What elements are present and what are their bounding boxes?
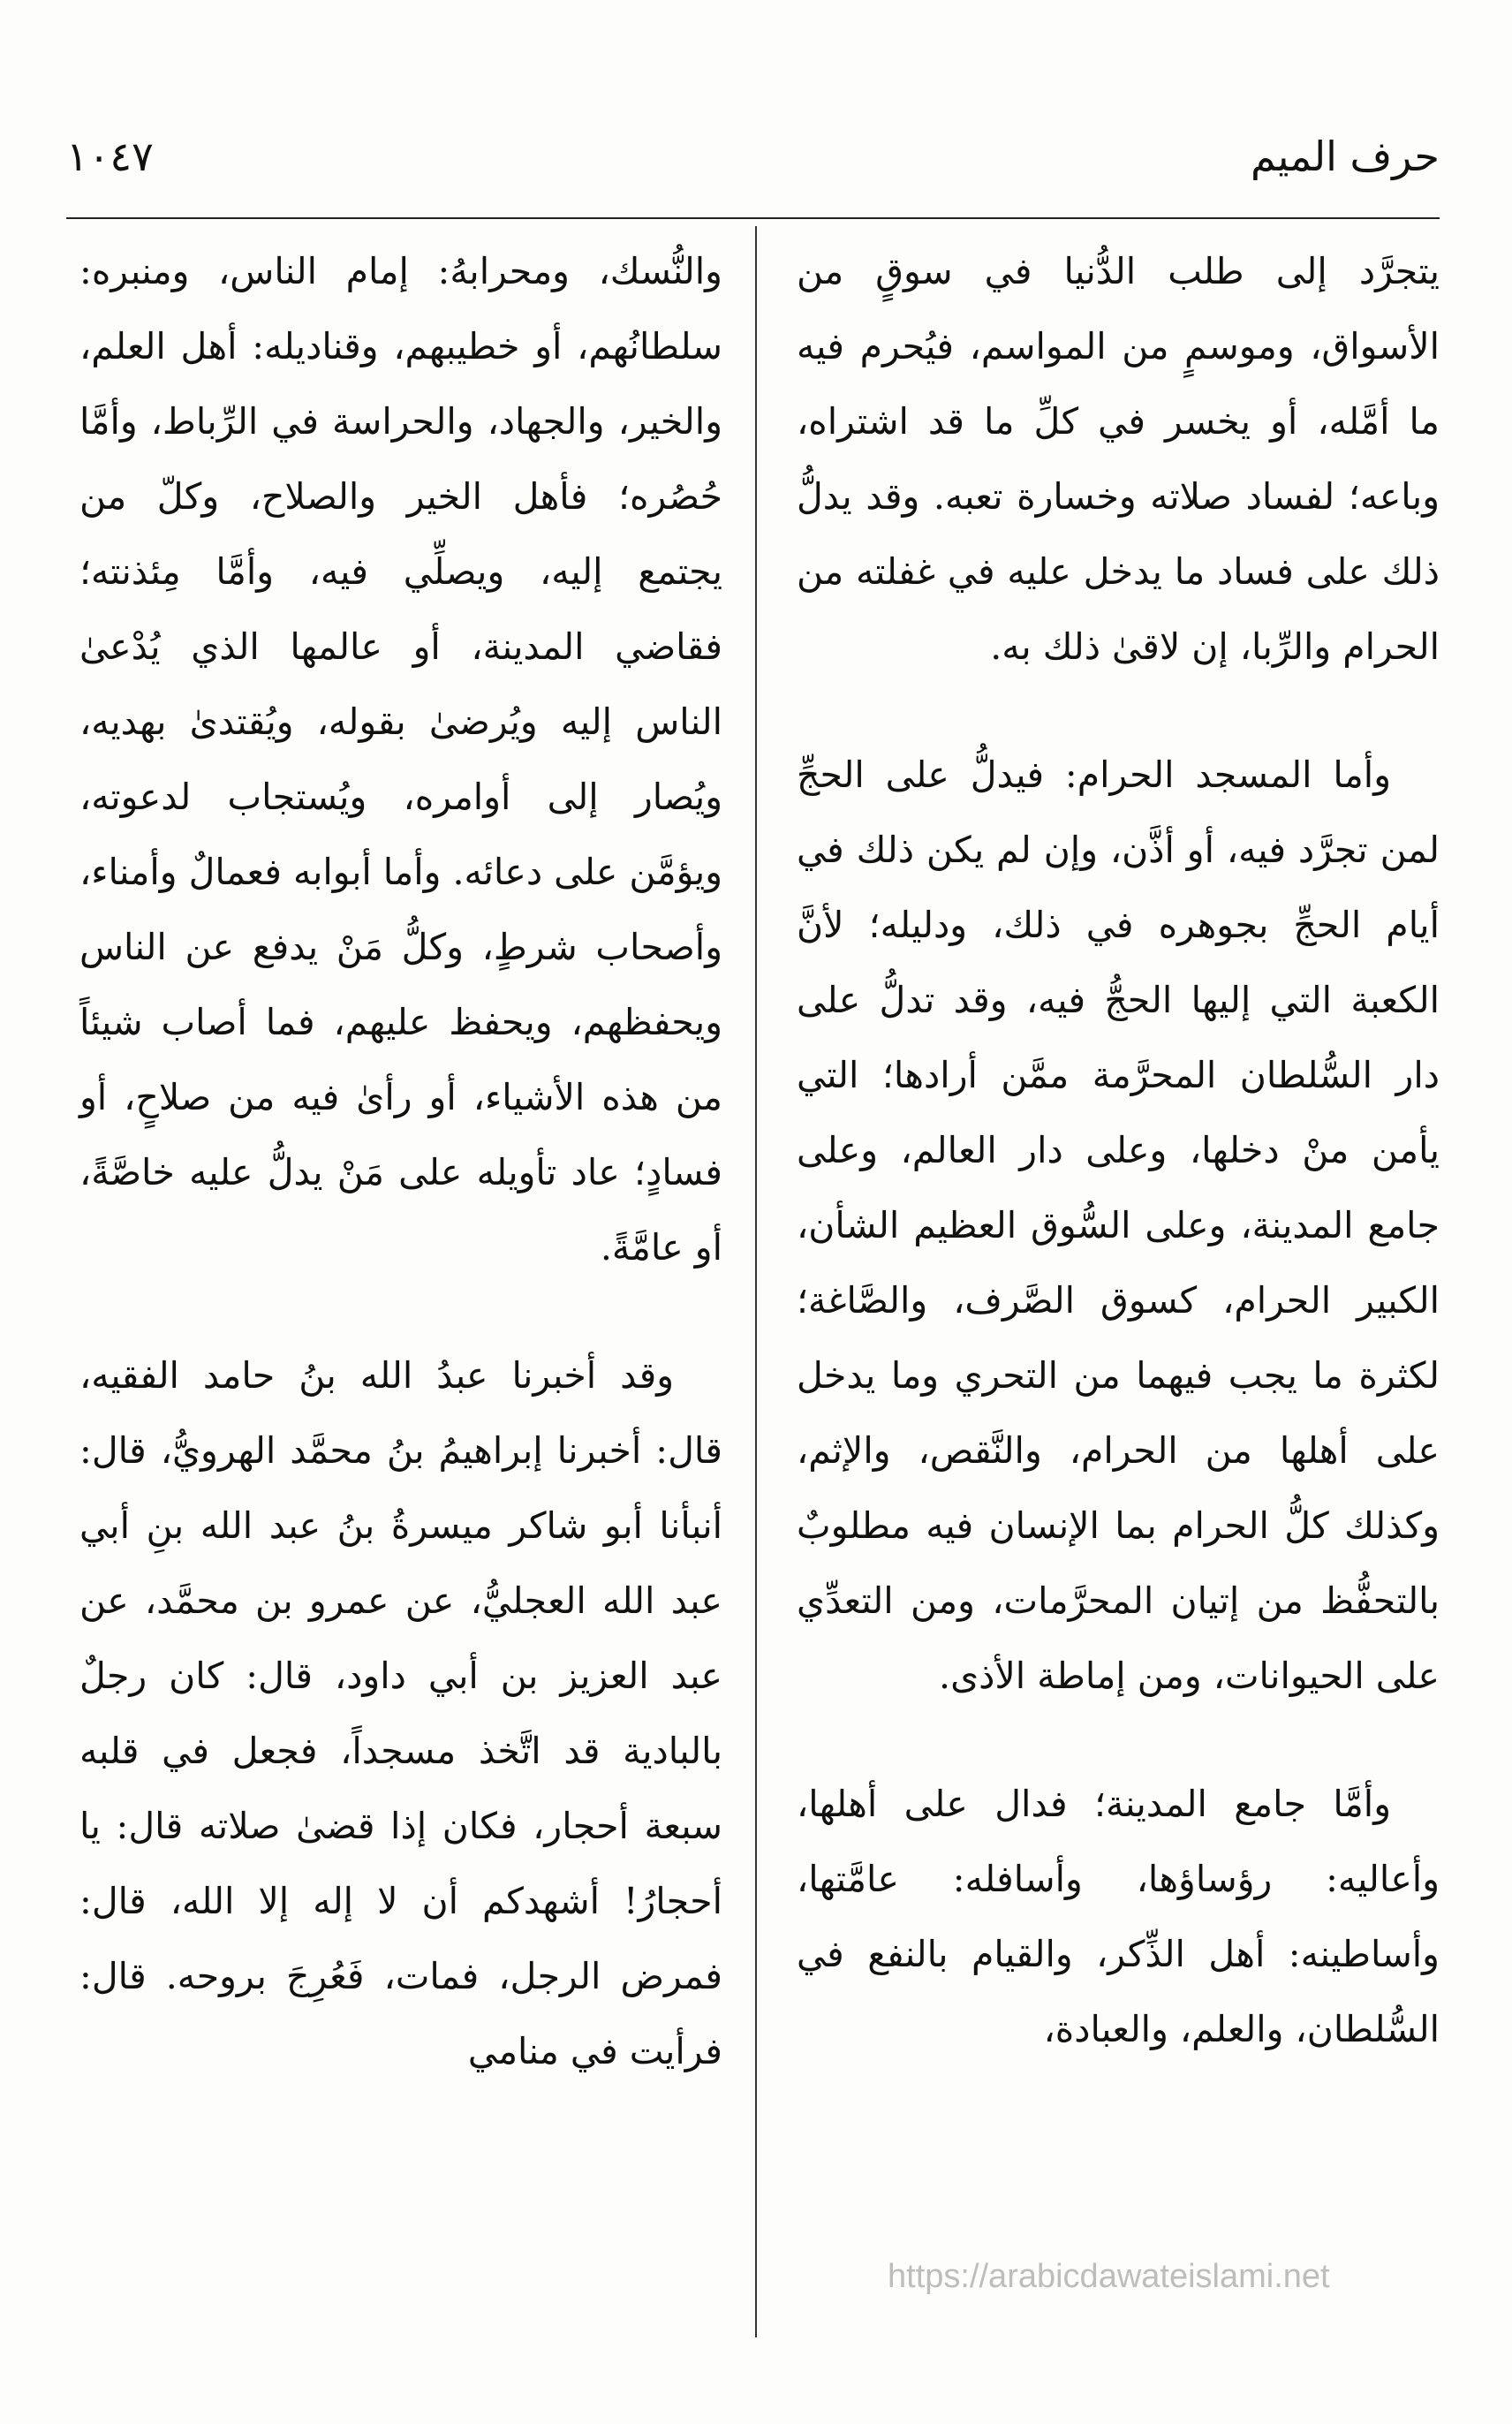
header-rule — [66, 217, 1440, 219]
paragraph: وأمَّا جامع المدينة؛ فدال على أهلها، وأعاليه: رؤساؤها، وأسافله: عامَّتها، وأساطينه: أهل الذِّكر، والقيام بالنفع في السُّلطان، والعلم، والعبادة، — [797, 1783, 1440, 2050]
watermark-url: https://arabicdawateislami.net — [888, 2258, 1330, 2295]
paragraph: والنُّسك، ومحرابهُ: إمام الناس، ومنبره: سلطانُهم، أو خطيبهم، وقناديله: أهل العلم، والخير، والجهاد، والحراسة في الرِّباط، وأمَّا حُصُره؛ فأهل الخير والصلاح، وكلّ من يجتمع إليه، ويصلِّي فيه، وأمَّا مِئذنته؛ فقاضي المدينة، أو عالمها الذي يُدْعىٰ الناس إليه ويُرضىٰ بقوله، ويُقتدىٰ بهديه، ويُصار إلى أوامره، ويُستجاب لدعوته، ويؤمَّن على دعائه. وأما أبوابه فعمالٌ وأمناء، وأصحاب شرطٍ، وكلُّ مَنْ يدفع عن الناس ويحفظهم، ويحفظ عليهم، فما أصاب شيئاً من هذه الأشياء، أو رأىٰ فيه من صلاحٍ، أو فسادٍ؛ عاد تأويله على مَنْ يدلُّ عليه خاصَّةً، أو عامَّةً. — [79, 250, 722, 1269]
paragraph: وقد أخبرنا عبدُ الله بنُ حامد الفقيه، قال: أخبرنا إبراهيمُ بنُ محمَّد الهرويُّ، قال: أنبأنا أبو شاكر ميسرةُ بنُ عبد الله بنِ أبي عبد الله العجليُّ، عن عمرو بن محمَّد، عن عبد العزيز بن أبي داود، قال: كان رجلٌ بالبادية قد اتَّخذ مسجداً، فجعل في قلبه سبعة أحجار، فكان إذا قضىٰ صلاته قال: يا أحجارُ! أشهدكم أن لا إله إلا الله، قال: فمرض الرجل، فمات، فَعُرِجَ بروحه. قال: فرأيت في منامي — [79, 1354, 722, 2072]
chapter-title: حرف الميم — [1250, 133, 1440, 180]
column-divider — [755, 226, 757, 2337]
paragraph: يتجرَّد إلى طلب الدُّنيا في سوقٍ من الأسواق، وموسمٍ من المواسم، فيُحرم فيه ما أمَّله، أو يخسر في كلِّ ما قد اشتراه، وباعه؛ لفساد صلاته وخسارة تعبه. وقد يدلُّ ذلك على فساد ما يدخل عليه في غفلته من الحرام والرِّبا، إن لاقىٰ ذلك به. — [797, 250, 1440, 668]
page-number: ١٠٤٧ — [66, 133, 154, 180]
right-column — [797, 234, 1440, 2120]
paragraph: وأما المسجد الحرام: فيدلُّ على الحجِّ لمن تجرَّد فيه، أو أذَّن، وإن لم يكن ذلك في أيام الحجِّ بجوهره في ذلك، ودليله؛ لأنَّ الكعبة التي إليها الحجُّ فيه، وقد تدلُّ على دار السُّلطان المحرَّمة ممَّن أرادها؛ التي يأمن منْ دخلها، وعلى دار العالم، وعلى جامع المدينة، وعلى السُّوق العظيم الشأن، الكبير الحرام، كسوق الصَّرف، والصَّاغة؛ لكثرة ما يجب فيهما من التحري وما يدخل على أهلها من الحرام، والنَّقص، والإثم، وكذلك كلُّ الحرام بما الإنسان فيه مطلوبٌ بالتحفُّظ من إتيان المحرَّمات، ومن التعدِّي على الحيوانات، ومن إماطة الأذى. — [797, 754, 1440, 1697]
left-column — [79, 234, 722, 2142]
page-header — [66, 133, 1440, 194]
